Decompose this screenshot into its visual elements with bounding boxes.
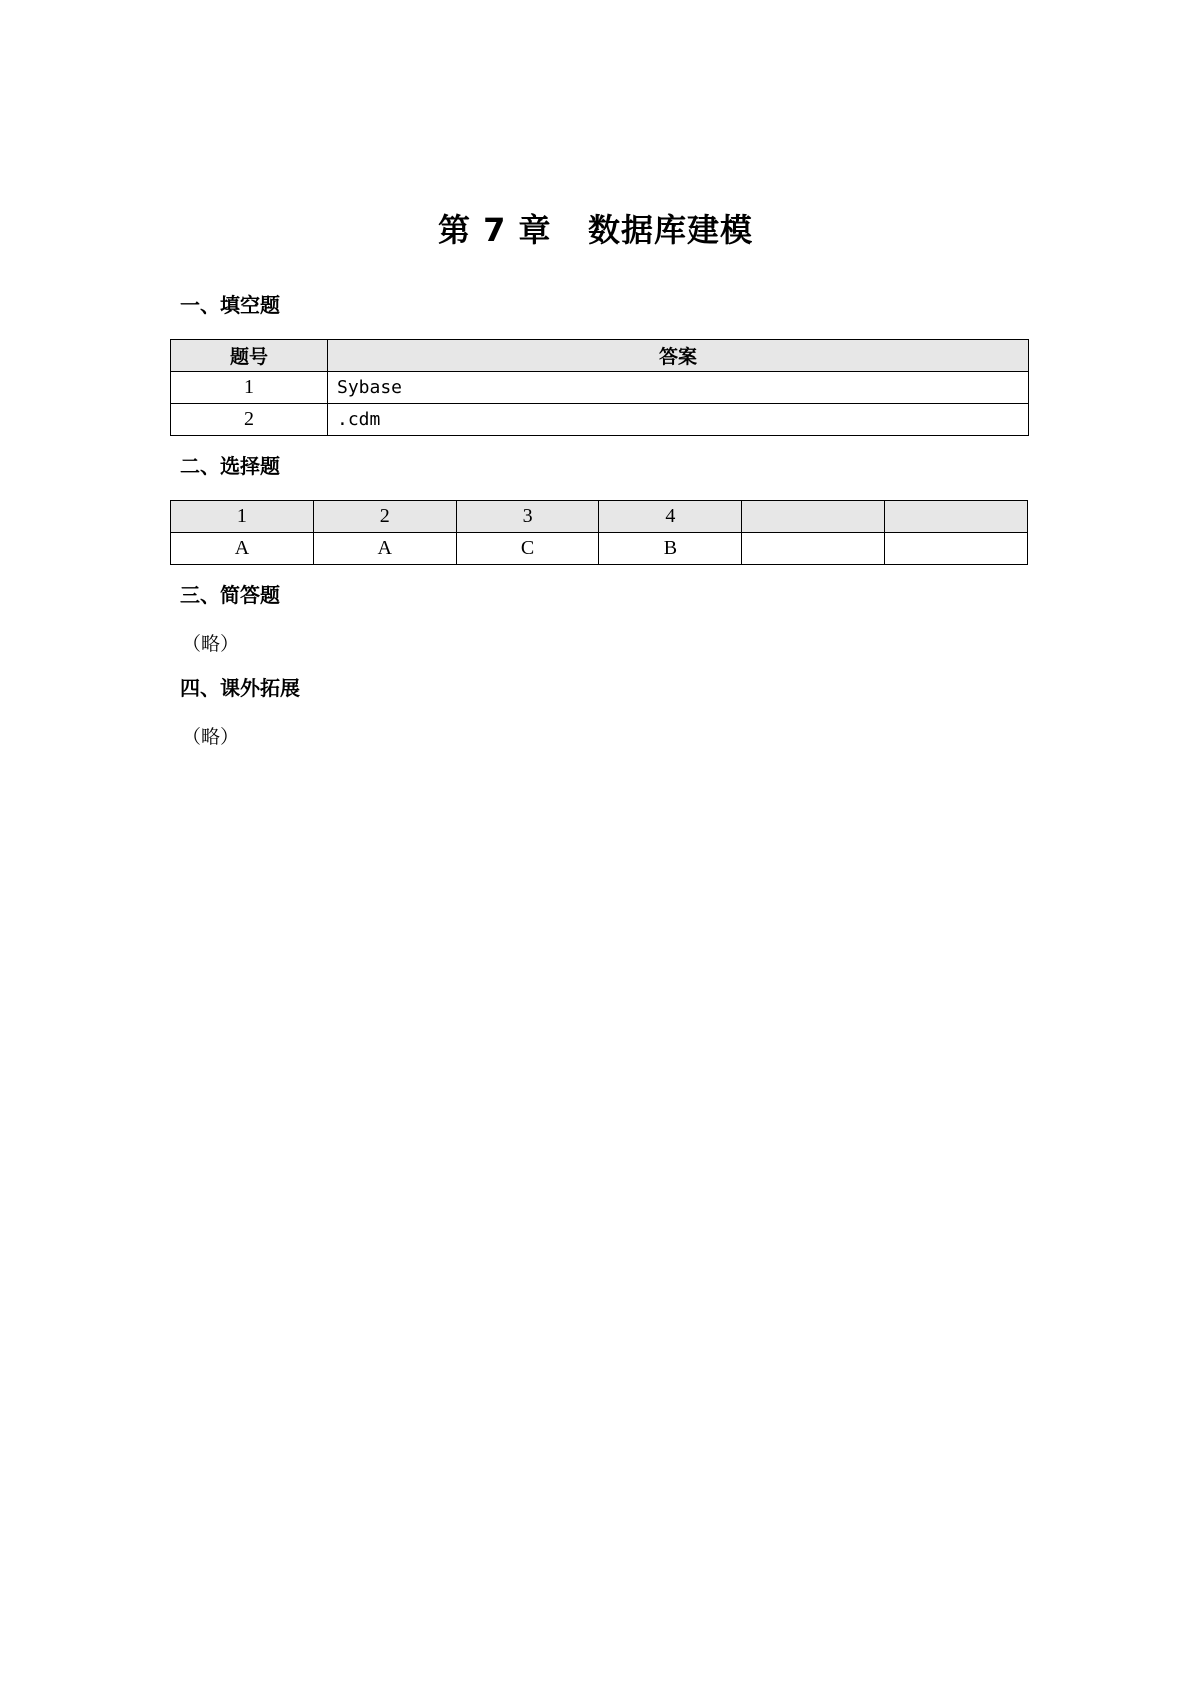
extension-heading: 四、课外拓展 [180, 676, 300, 700]
choice-answer: C [456, 533, 599, 565]
title-gap [552, 211, 588, 249]
question-number [885, 501, 1028, 533]
question-number: 3 [456, 501, 599, 533]
page-title [0, 208, 1191, 252]
answer-text: Sybase [328, 372, 1029, 404]
choice-heading: 二、选择题 [180, 454, 280, 478]
table-header-row [171, 340, 1029, 372]
table-row [171, 372, 1029, 404]
table-row [171, 404, 1029, 436]
chapter-name: 数据库建模 [587, 211, 753, 249]
choice-answer: B [599, 533, 742, 565]
question-number [742, 501, 885, 533]
choice-answer: A [313, 533, 456, 565]
choice-table [170, 500, 1028, 565]
question-number: 2 [313, 501, 456, 533]
fill-blank-table [170, 339, 1029, 436]
question-number: 1 [171, 372, 328, 404]
extension-note: （略） [182, 726, 240, 748]
number-header: 题号 [171, 340, 328, 372]
choice-answer [742, 533, 885, 565]
answer-text: .cdm [328, 404, 1029, 436]
chapter-number: 第 7 章 [438, 211, 552, 249]
choice-answer: A [171, 533, 314, 565]
answer-header: 答案 [328, 340, 1029, 372]
short-answer-heading: 三、简答题 [180, 583, 280, 607]
question-number: 1 [171, 501, 314, 533]
answer-row [171, 533, 1028, 565]
question-number-row [171, 501, 1028, 533]
short-answer-note: （略） [182, 633, 240, 655]
choice-answer [885, 533, 1028, 565]
question-number: 4 [599, 501, 742, 533]
fill-blank-heading: 一、填空题 [180, 293, 280, 317]
question-number: 2 [171, 404, 328, 436]
